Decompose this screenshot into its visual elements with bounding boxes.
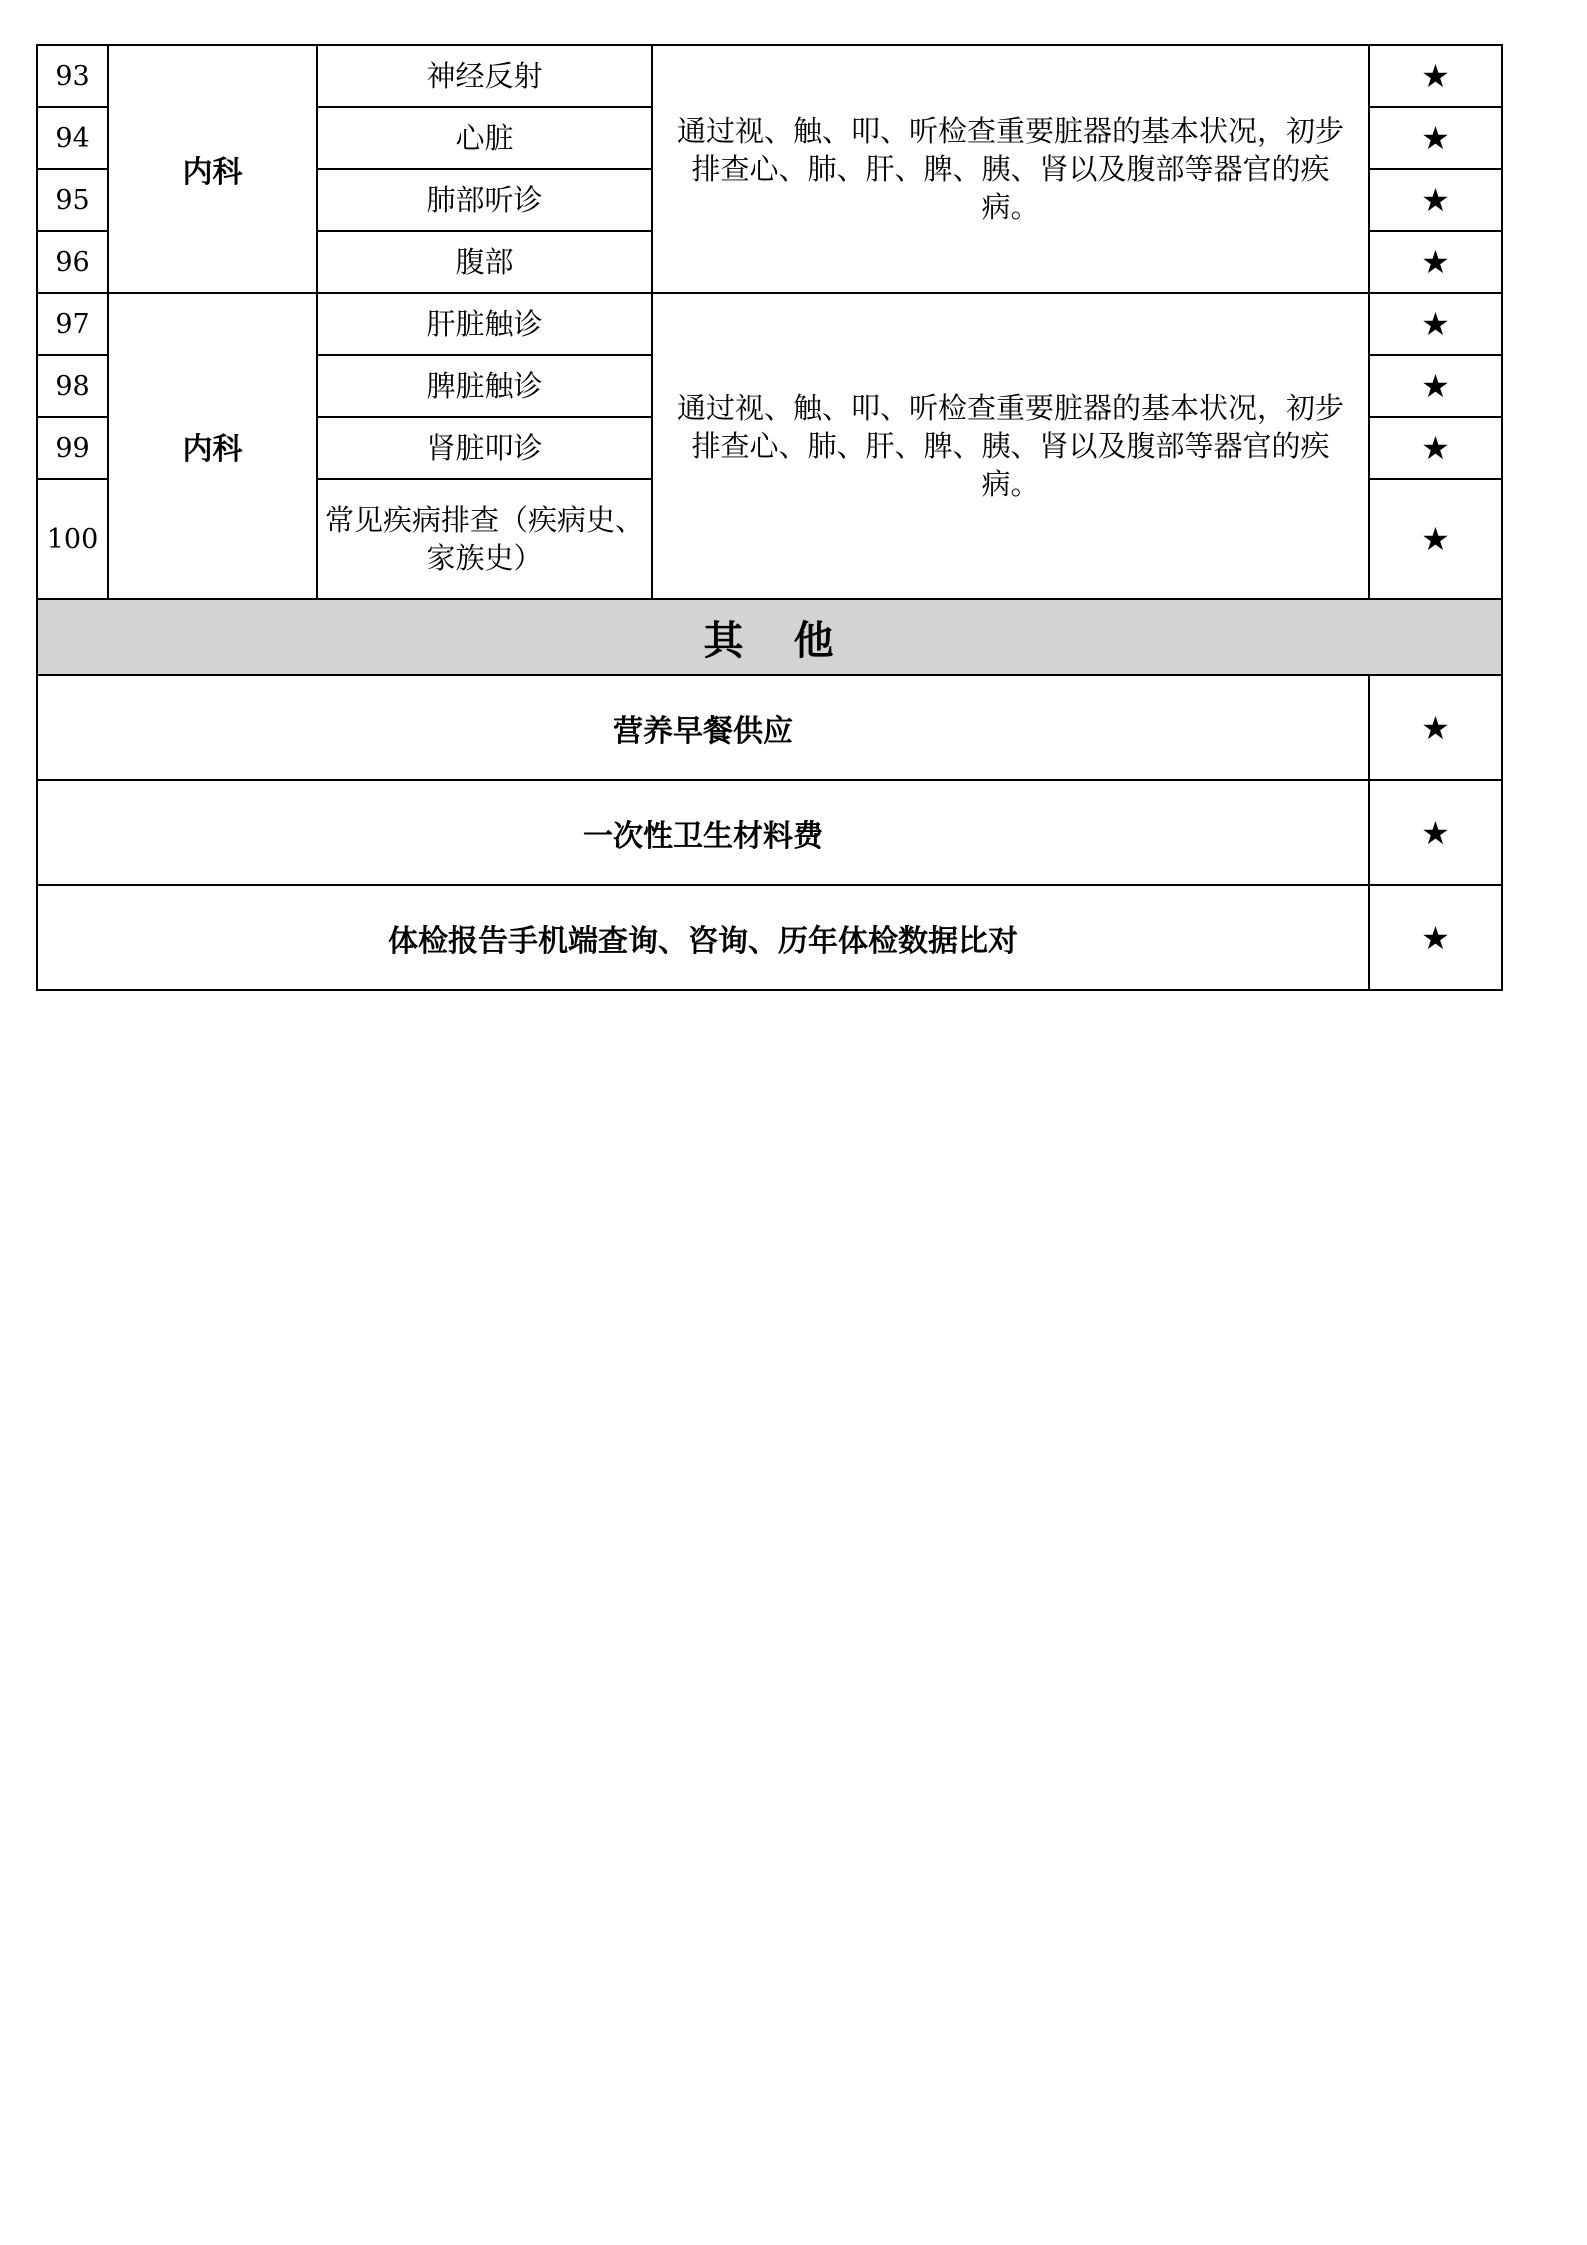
item-name: 肝脏触诊 — [317, 293, 652, 355]
item-name: 肺部听诊 — [317, 169, 652, 231]
other-item-label: 体检报告手机端查询、咨询、历年体检数据比对 — [37, 885, 1369, 990]
row-number: 95 — [37, 169, 108, 231]
item-name: 脾脏触诊 — [317, 355, 652, 417]
item-name: 腹部 — [317, 231, 652, 293]
included-star-icon: ★ — [1369, 293, 1502, 355]
item-name-text: 常见疾病排查（疾病史、家族史） — [324, 503, 644, 575]
included-star-icon: ★ — [1369, 479, 1502, 599]
section-title-part: 其 — [703, 617, 746, 664]
row-number: 96 — [37, 231, 108, 293]
table-row — [37, 293, 1502, 355]
row-number: 100 — [37, 479, 108, 599]
included-star-icon: ★ — [1369, 107, 1502, 169]
item-name: 心脏 — [317, 107, 652, 169]
description-cell: 通过视、触、叩、听检查重要脏器的基本状况，初步排查心、肺、肝、脾、胰、肾以及腹部等器官的疾病。 — [652, 293, 1369, 599]
item-name: 肾脏叩诊 — [317, 417, 652, 479]
row-number: 93 — [37, 45, 108, 107]
department-cell: 内科 — [108, 293, 317, 599]
included-star-icon: ★ — [1369, 675, 1502, 780]
table-row — [37, 675, 1502, 780]
item-name: 神经反射 — [317, 45, 652, 107]
table-row — [37, 885, 1502, 990]
section-title — [37, 599, 1502, 675]
section-header-row — [37, 599, 1502, 675]
included-star-icon: ★ — [1369, 355, 1502, 417]
department-cell: 内科 — [108, 45, 317, 293]
row-number: 98 — [37, 355, 108, 417]
included-star-icon: ★ — [1369, 885, 1502, 990]
checkup-items-table — [36, 44, 1503, 991]
row-number: 99 — [37, 417, 108, 479]
included-star-icon: ★ — [1369, 417, 1502, 479]
item-name — [317, 479, 652, 599]
included-star-icon: ★ — [1369, 169, 1502, 231]
included-star-icon: ★ — [1369, 231, 1502, 293]
row-number: 97 — [37, 293, 108, 355]
table-row — [37, 45, 1502, 107]
row-number: 94 — [37, 107, 108, 169]
description-cell: 通过视、触、叩、听检查重要脏器的基本状况，初步排查心、肺、肝、脾、胰、肾以及腹部等器官的疾病。 — [652, 45, 1369, 293]
section-title-part: 他 — [793, 617, 836, 664]
table-row — [37, 780, 1502, 885]
included-star-icon: ★ — [1369, 45, 1502, 107]
other-item-label: 营养早餐供应 — [37, 675, 1369, 780]
other-item-label: 一次性卫生材料费 — [37, 780, 1369, 885]
included-star-icon: ★ — [1369, 780, 1502, 885]
